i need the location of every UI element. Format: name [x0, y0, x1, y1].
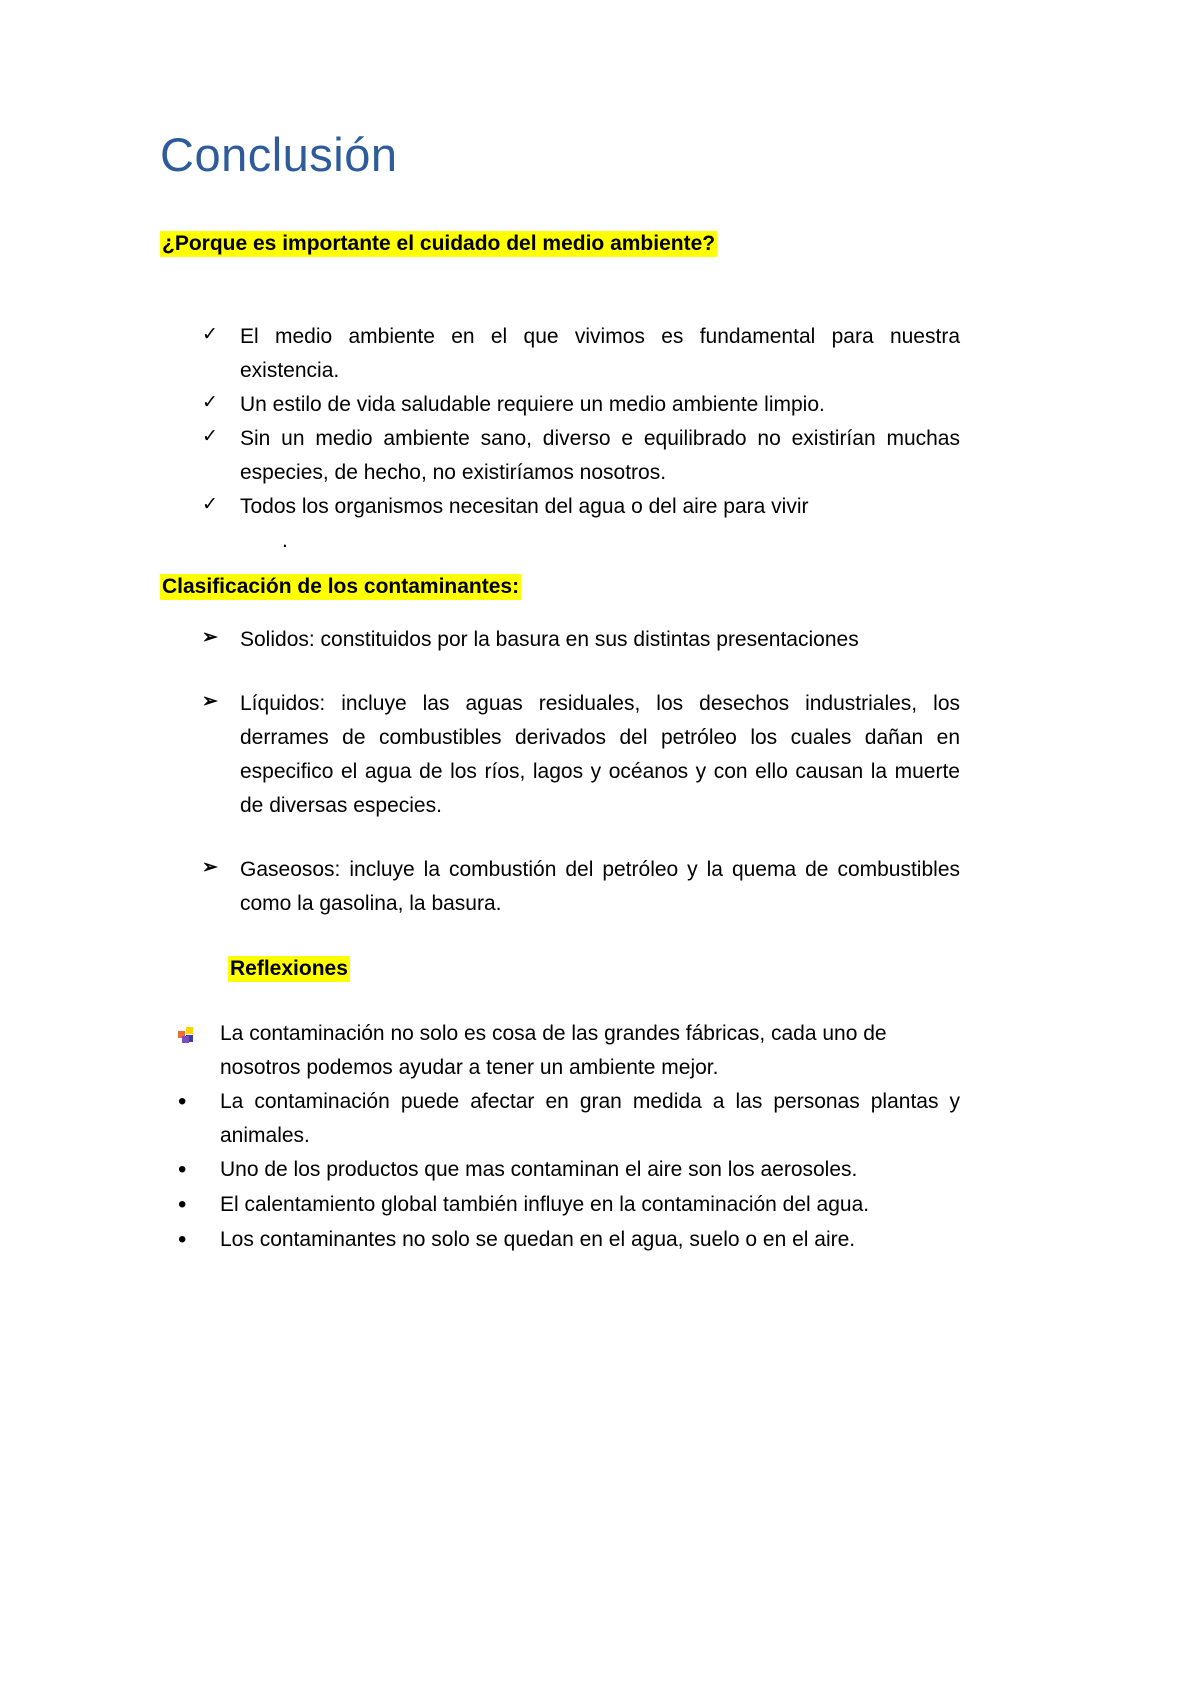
arrow-right-icon: ➢	[202, 626, 218, 648]
pinwheel-bullet-icon	[178, 1017, 220, 1052]
list-item-text: Todos los organismos necesitan del agua o del aire para vivir	[240, 495, 809, 519]
list-item-text: La contaminación puede afectar en gran medida a las personas plantas y animales.	[220, 1090, 960, 1148]
spacer	[160, 559, 960, 573]
list-item	[202, 853, 960, 921]
list-item-text: Uno de los productos que mas contaminan el aire son los aerosoles.	[220, 1158, 858, 1182]
list-item-text: El calentamiento global también influye en la contaminación del agua.	[220, 1193, 870, 1217]
dot-bullet-icon: •	[178, 1225, 187, 1253]
check-icon: ✓	[202, 494, 218, 516]
spacer	[160, 258, 960, 320]
page-title: Conclusión	[160, 128, 398, 181]
list-item-text: Solidos: constituidos por la basura en sus distintas presentaciones	[240, 627, 859, 651]
list-item-text: Gaseosos: incluye la combustión del petróleo y la quema de combustibles como la gasolina, la basura.	[240, 857, 960, 915]
section-heading-clasificacion-text: Clasificación de los contaminantes:	[162, 574, 520, 598]
section-heading-reflexiones-text: Reflexiones	[230, 956, 348, 980]
list-item-text: La contaminación no solo es cosa de las grandes fábricas, cada uno de nosotros podemos ayudar a tener un ambiente mejor.	[220, 1022, 887, 1080]
document-body	[160, 128, 960, 1258]
spacer	[160, 601, 960, 623]
list-item-text: Líquidos: incluye las aguas residuales, los desechos industriales, los derrames de combustibles derivados del petróleo los cuales dañan en especifico el agua de los ríos, lagos y océanos y con ello causan la muerte de diversas especies.	[240, 691, 960, 817]
list-item	[178, 1188, 960, 1223]
check-icon: ✓	[202, 324, 218, 346]
arrow-right-icon: ➢	[202, 856, 218, 878]
list-item	[202, 490, 960, 524]
list-item-text: Los contaminantes no solo se quedan en el agua, suelo o en el aire.	[220, 1227, 856, 1251]
list-item	[202, 320, 960, 388]
dot-bullet-icon: •	[178, 1156, 187, 1184]
list-item-text: Sin un medio ambiente sano, diverso e equilibrado no existirían muchas especies, de hecho, no existiríamos nosotros.	[240, 427, 960, 485]
list-item	[178, 1223, 960, 1258]
list-item	[202, 388, 960, 422]
check-icon: ✓	[202, 392, 218, 414]
list-item	[202, 623, 960, 657]
list-item-text: El medio ambiente en el que vivimos es fundamental para nuestra existencia.	[240, 325, 960, 383]
list-item-text: Un estilo de vida saludable requiere un medio ambiente limpio.	[240, 393, 825, 417]
section-heading-reflexiones	[228, 955, 960, 983]
list-item	[178, 1085, 960, 1153]
section-heading-clasificacion	[160, 573, 960, 601]
arrow-list	[202, 623, 960, 921]
stray-period: .	[282, 529, 288, 553]
list-item	[178, 1017, 960, 1085]
section-heading-importancia-text: ¿Porque es importante el cuidado del medio ambiente?	[162, 232, 716, 256]
spacer	[160, 921, 960, 955]
spacer	[160, 983, 960, 1017]
list-item	[202, 422, 960, 490]
checkmark-list	[202, 320, 960, 558]
list-item	[178, 1153, 960, 1188]
arrow-right-icon: ➢	[202, 690, 218, 712]
list-item	[202, 687, 960, 823]
check-icon: ✓	[202, 426, 218, 448]
dot-bullet-icon: •	[178, 1088, 187, 1116]
reflexiones-list	[178, 1017, 960, 1257]
section-heading-importancia	[160, 230, 960, 258]
reflexiones-heading-wrap	[228, 955, 960, 983]
dot-bullet-icon: •	[178, 1191, 187, 1219]
